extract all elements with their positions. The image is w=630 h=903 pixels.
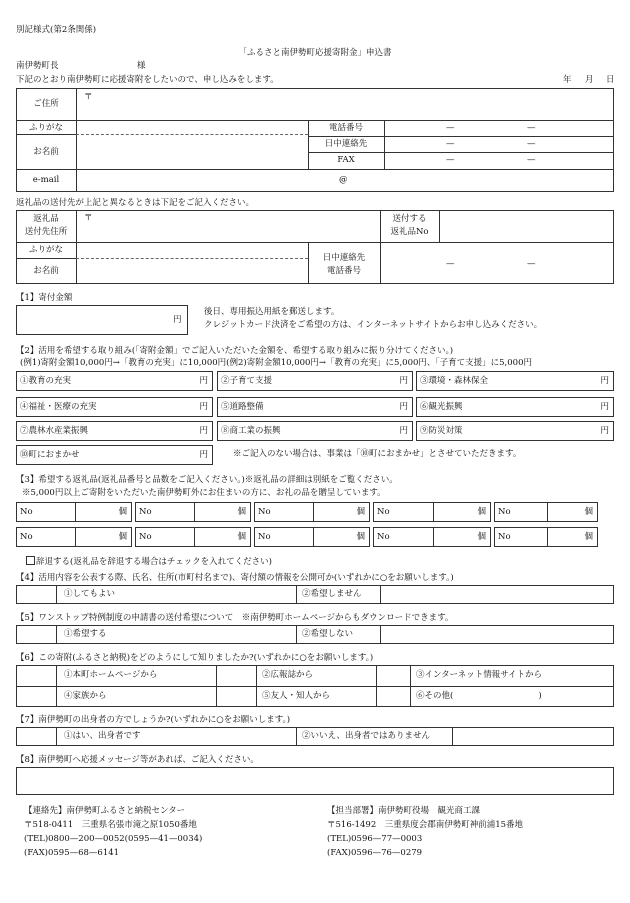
- ship-addr-label-2: 送付先住所: [24, 227, 68, 237]
- allocation-yen: 円: [399, 426, 408, 436]
- allocation-cell[interactable]: [16, 445, 213, 465]
- decline-option[interactable]: [26, 556, 272, 567]
- sec6-opt-1[interactable]: ①本町ホームページから: [64, 670, 158, 680]
- sec4-opt2[interactable]: ②希望しません: [302, 589, 362, 599]
- gift-qty-label: 個: [477, 507, 486, 517]
- sec1-line1: 後日、専用振込用紙を郵送します。: [204, 307, 340, 317]
- ship-phone-dash: —: [527, 259, 536, 269]
- allocation-item-label: ⑨防災対策: [420, 426, 463, 436]
- sec6-opt-4[interactable]: ④家族から: [64, 691, 107, 701]
- at-mark: @: [339, 175, 348, 185]
- sec1-line2: クレジットカード決済をご希望の方は、インターネットサイトからお申し込みください。: [204, 320, 543, 330]
- allocation-cell[interactable]: [416, 371, 614, 391]
- ship-phone-input[interactable]: [382, 244, 612, 282]
- gift-no-label: No: [377, 532, 390, 542]
- sec1-title: 【1】寄付金額: [16, 293, 73, 303]
- fax-dash: —: [446, 155, 455, 165]
- allocation-item-label: ②子育て支援: [221, 376, 273, 386]
- ship-furigana-label: ふりがな: [28, 245, 63, 255]
- gift-entry-cell[interactable]: [494, 502, 598, 522]
- allocation-cell[interactable]: [217, 421, 413, 441]
- name-label: お名前: [33, 147, 59, 157]
- allocation-cell[interactable]: [416, 397, 614, 417]
- allocation-yen: 円: [199, 376, 208, 386]
- sec5-opt2[interactable]: ②希望しない: [302, 629, 354, 639]
- sec5-title: 【5】ワンストップ特例制度の申請書の送付希望について ※南伊勢町ホームページからもダウンロードできます。: [16, 613, 454, 623]
- gift-entry-divider: [75, 528, 76, 546]
- allocation-item-label: ⑩町におまかせ: [20, 450, 80, 460]
- name-input[interactable]: [78, 136, 306, 168]
- honorific: 様: [137, 61, 146, 71]
- gift-qty-label: 個: [237, 507, 246, 517]
- contact-address: 〒518-0411 三重県名張市滝之原1050番地: [24, 820, 197, 830]
- intro-text: 下記のとおり南伊勢町に応援寄附をしたいので、申し込みをします。: [16, 75, 279, 85]
- allocation-cell[interactable]: [416, 421, 614, 441]
- ship-phone-dash: —: [446, 259, 455, 269]
- date-month: 月: [585, 75, 594, 85]
- gift-entry-divider: [194, 503, 195, 521]
- fax-label: FAX: [337, 155, 355, 165]
- gift-entry-divider: [547, 528, 548, 546]
- allocation-yen: 円: [199, 402, 208, 412]
- decline-checkbox[interactable]: [26, 556, 35, 565]
- allocation-cell[interactable]: [16, 397, 213, 417]
- donation-amount-box[interactable]: [16, 305, 188, 335]
- sec7-title: 【7】南伊勢町の出身者の方でしょうか?(いずれかに○をお願いします。): [16, 715, 291, 725]
- gift-no-label: No: [498, 532, 511, 542]
- daytime-dash: —: [527, 139, 536, 149]
- daytime-label: 日中連絡先: [324, 139, 368, 149]
- gift-qty-label: 個: [477, 532, 486, 542]
- gift-qty-label: 個: [356, 507, 365, 517]
- contact-tel: (TEL)0800—200—0052(0595—41—0034): [24, 834, 203, 844]
- gift-entry-divider: [313, 528, 314, 546]
- gift-no-label-1: 送付する: [392, 214, 427, 224]
- gift-no-label: No: [20, 507, 33, 517]
- message-box[interactable]: [16, 767, 614, 795]
- postal-mark: 〒: [84, 92, 93, 102]
- decline-label: 辞退する(返礼品を辞退する場合はチェックを入れてください): [36, 557, 272, 567]
- phone-input[interactable]: [386, 121, 612, 135]
- daytime-input[interactable]: [386, 137, 612, 151]
- gift-entry-cell[interactable]: [135, 527, 251, 547]
- fax-input[interactable]: [386, 153, 612, 168]
- date-year: 年: [563, 75, 572, 85]
- ship-daytime-label-2: 電話番号: [326, 266, 361, 276]
- sec8-title: 【8】南伊勢町へ応援メッセージ等があれば、ご記入ください。: [16, 755, 259, 765]
- phone-dash: —: [446, 123, 455, 133]
- sec6-opt-2[interactable]: ②広報誌から: [262, 670, 314, 680]
- addressee: 南伊勢町長: [16, 61, 59, 71]
- gift-entry-divider: [433, 528, 434, 546]
- gift-no-input[interactable]: [441, 212, 612, 240]
- gift-no-label: No: [20, 532, 33, 542]
- daytime-dash: —: [446, 139, 455, 149]
- gift-qty-label: 個: [356, 532, 365, 542]
- gift-entry-divider: [433, 503, 434, 521]
- sec3-title: 【3】希望する返礼品(返礼品番号と品数をご記入ください。)※返礼品の詳細は別紙をご覧ください。: [16, 475, 398, 485]
- gift-entry-cell[interactable]: [373, 502, 491, 522]
- allocation-cell[interactable]: [16, 421, 213, 441]
- dept-address: 〒516-1492 三重県度会郡南伊勢町神前浦15番地: [327, 820, 524, 830]
- gift-entry-divider: [547, 503, 548, 521]
- shipping-note: 返礼品の送付先が上記と異なるときは下記をご記入ください。: [16, 198, 255, 208]
- fax-dash: —: [527, 155, 536, 165]
- gift-qty-label: 個: [584, 532, 593, 542]
- sec1-yen: 円: [173, 315, 182, 325]
- allocation-item-label: ⑥観光振興: [420, 402, 463, 412]
- allocation-item-label: ⑧商工業の振興: [221, 426, 281, 436]
- address-label: ご住所: [33, 99, 59, 109]
- gift-entry-cell[interactable]: [254, 527, 370, 547]
- gift-no-label: No: [258, 507, 271, 517]
- form-number: 別記様式(第2条関係): [16, 25, 97, 35]
- allocation-cell[interactable]: [217, 397, 413, 417]
- sec6-title: 【6】この寄附(ふるさと納税)をどのようにして知りましたか?(いずれかに○をお願いします。): [16, 653, 374, 663]
- allocation-item-label: ④福祉・医療の充実: [20, 402, 97, 412]
- form-title: 「ふるさと南伊勢町応援寄附金」申込書: [238, 48, 392, 58]
- sec2-example: (例1)寄附金額10,000円→「教育の充実」に10,000円(例2)寄附金額10,000円→「教育の充実」に5,000円、「子育て支援」に5,000円: [20, 358, 532, 368]
- allocation-yen: 円: [199, 426, 208, 436]
- allocation-item-label: ⑤道路整備: [221, 402, 264, 412]
- ship-name-label: お名前: [33, 266, 59, 276]
- phone-dash: —: [527, 123, 536, 133]
- sec6-opt-3[interactable]: ③インターネット情報サイトから: [416, 670, 543, 680]
- allocation-yen: 円: [600, 426, 609, 436]
- contact-title: 【連絡先】南伊勢町ふるさと納税センター: [24, 806, 186, 816]
- gift-entry-cell[interactable]: [16, 502, 132, 522]
- gift-entry-divider: [194, 528, 195, 546]
- gift-qty-label: 個: [118, 507, 127, 517]
- address-input[interactable]: [96, 90, 610, 118]
- phone-label: 電話番号: [328, 123, 363, 133]
- ship-daytime-label-1: 日中連絡先: [322, 253, 366, 263]
- gift-entry-cell[interactable]: [135, 502, 251, 522]
- dept-tel: (TEL)0596—77—0003: [327, 834, 423, 844]
- gift-entry-divider: [313, 503, 314, 521]
- gift-entry-divider: [75, 503, 76, 521]
- sec2-no-entry-note: ※ご記入のない場合は、事業は「⑩町におまかせ」とさせていただきます。: [233, 449, 522, 459]
- gift-qty-label: 個: [237, 532, 246, 542]
- gift-entry-cell[interactable]: [494, 527, 598, 547]
- allocation-yen: 円: [399, 376, 408, 386]
- sec7-opt2[interactable]: ②いいえ、出身者ではありません: [302, 731, 431, 741]
- sec7-opt1[interactable]: ①はい、出身者です: [64, 731, 141, 741]
- allocation-item-label: ①教育の充実: [20, 376, 72, 386]
- gift-no-label: No: [139, 507, 152, 517]
- date-day: 日: [606, 75, 615, 85]
- gift-no-label: No: [498, 507, 511, 517]
- furigana-input[interactable]: [78, 121, 306, 133]
- furigana-label: ふりがな: [28, 123, 63, 133]
- ship-addr-label-1: 返礼品: [33, 214, 59, 224]
- email-input[interactable]: [78, 171, 612, 190]
- gift-entry-cell[interactable]: [373, 527, 491, 547]
- gift-no-label: No: [258, 532, 271, 542]
- gift-no-label: No: [139, 532, 152, 542]
- gift-no-label: No: [377, 507, 390, 517]
- contact-fax: (FAX)0595—68—6141: [24, 848, 120, 858]
- allocation-yen: 円: [199, 450, 208, 460]
- ship-postal-mark: 〒: [84, 213, 93, 223]
- sec6-opt-5[interactable]: ⑤友人・知人から: [262, 691, 331, 701]
- dept-title: 【担当部署】南伊勢町役場 観光商工課: [327, 806, 481, 816]
- sec6-opt-6[interactable]: ⑥その他( ): [416, 691, 542, 701]
- gift-entry-cell[interactable]: [254, 502, 370, 522]
- sec5-opt1[interactable]: ①希望する: [64, 629, 107, 639]
- allocation-item-label: ③環境・森林保全: [420, 376, 489, 386]
- allocation-yen: 円: [600, 376, 609, 386]
- allocation-item-label: ⑦農林水産業振興: [20, 426, 89, 436]
- gift-no-label-2: 返礼品No: [390, 227, 429, 237]
- gift-qty-label: 個: [118, 532, 127, 542]
- sec2-title: 【2】活用を希望する取り組み(「寄附金額」でご記入いただいた金額を、希望する取り組みに振り分けてください。): [16, 346, 454, 356]
- gift-entry-cell[interactable]: [16, 527, 132, 547]
- ship-name-input[interactable]: [78, 260, 306, 282]
- sec4-opt1[interactable]: ①してもよい: [64, 589, 116, 599]
- ship-address-input[interactable]: [96, 212, 378, 240]
- dept-fax: (FAX)0596—76—0279: [327, 848, 423, 858]
- ship-furigana-input[interactable]: [78, 243, 306, 257]
- sec3-note: ※5,000円以上ご寄附をいただいた南伊勢町外にお住まいの方に、お礼の品を贈呈しています。: [22, 488, 386, 498]
- email-label: e-mail: [32, 175, 60, 185]
- gift-qty-label: 個: [584, 507, 593, 517]
- allocation-cell[interactable]: [16, 371, 213, 391]
- sec4-title: 【4】活用内容を公表する際、氏名、住所(市町村名まで)、寄付額の情報を公開可か(いずれかに○をお願いします。): [16, 573, 454, 583]
- allocation-cell[interactable]: [217, 371, 413, 391]
- allocation-yen: 円: [399, 402, 408, 412]
- allocation-yen: 円: [600, 402, 609, 412]
